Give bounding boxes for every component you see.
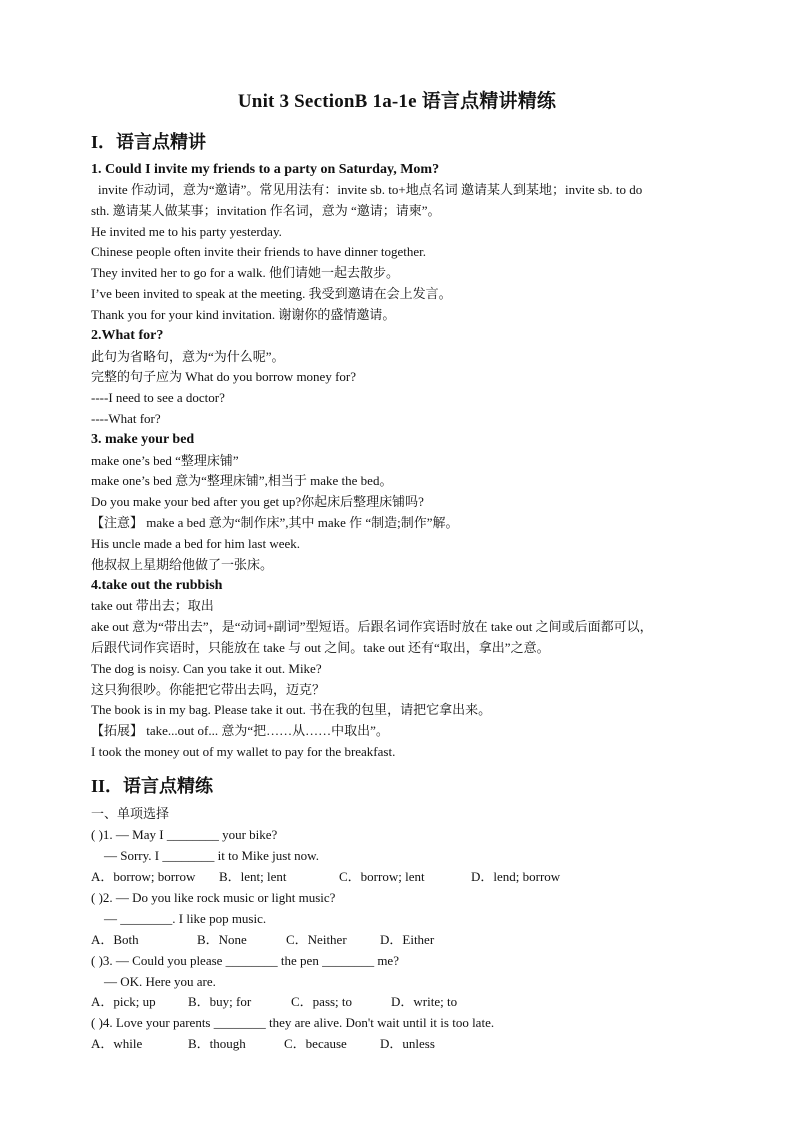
example-sentence: Thank you for your kind invitation. 谢谢你的盛情邀请。 [91,307,396,322]
example-sentence: He invited me to his party yesterday. [91,224,282,239]
option-c[interactable]: C．pass; to [291,994,353,1009]
question-reply: — ________. I like pop music. [104,911,267,926]
option-b[interactable]: B．None [197,932,247,947]
point-2-text: 完整的句子应为 What do you borrow money for? [91,369,357,384]
option-b[interactable]: B．buy; for [188,994,252,1009]
option-d[interactable]: D．write; to [391,994,458,1009]
example-sentence: 他叔叔上星期给他做了一张床。 [91,557,274,572]
question-stem: ( )2. — Do you like rock music or light music? [91,890,336,905]
option-c[interactable]: C．Neither [286,932,347,947]
point-2-heading: 2.What for? [91,328,164,343]
option-a[interactable]: A．Both [91,932,139,947]
exercise-subheading: 一、单项选择 [91,806,170,821]
point-2-text: 此句为省略句，意为“为什么呢”。 [91,349,285,364]
dialog-line: ----I need to see a doctor? [91,390,225,405]
question-stem: ( )3. — Could you please ________ the pen ________ me? [91,953,399,968]
option-d[interactable]: D．lend; borrow [471,869,561,884]
question-stem: ( )1. — May I ________ your bike? [91,827,278,842]
question-reply: — OK. Here you are. [104,974,216,989]
option-d[interactable]: D．Either [380,932,435,947]
dialog-line: ----What for? [91,411,161,426]
example-sentence: Do you make your bed after you get up?你起床后整理床铺吗? [91,494,424,509]
example-sentence: 这只狗很吵。你能把它带出去吗，迈克？ [91,682,326,697]
point-1-text: invite 作动词，意为“邀请”。常见用法有：invite sb. to+地点名词 邀请某人到某地；invite sb. to do [98,182,643,197]
section-heading-practice: II．语言点精练 [91,776,214,796]
question-stem: ( )4. Love your parents ________ they are alive. Don't wait until it is too late. [91,1015,495,1030]
point-1-heading: 1. Could I invite my friends to a party on Saturday, Mom? [91,162,440,177]
example-sentence: I took the money out of my wallet to pay for the breakfast. [91,744,396,759]
example-sentence: His uncle made a bed for him last week. [91,536,301,551]
point-4-text: ake out 意为“带出去”，是“动词+副词”型短语。后跟名词作宾语时放在 take out 之间或后面都可以， [91,619,653,634]
point-3-text: make one’s bed 意为“整理床铺”,相当于 make the bed。 [91,473,393,488]
option-c[interactable]: C．borrow; lent [339,869,425,884]
example-sentence: Chinese people often invite their friends to have dinner together. [91,244,427,259]
point-1-text: sth. 邀请某人做某事；invitation 作名词，意为 “邀请；请柬”。 [91,203,441,218]
option-a[interactable]: A．while [91,1036,143,1051]
question-reply: — Sorry. I ________ it to Mike just now. [104,848,319,863]
note-text: 【注意】 make a bed 意为“制作床”,其中 make 作 “制造;制作”解。 [91,515,459,530]
option-b[interactable]: B．though [188,1036,246,1051]
option-a[interactable]: A．pick; up [91,994,156,1009]
point-4-text: 后跟代词作宾语时，只能放在 take 与 out 之间。take out 还有“取出，拿出”之意。 [91,640,550,655]
point-4-text: take out 带出去；取出 [91,598,214,613]
option-d[interactable]: D．unless [380,1036,435,1051]
example-sentence: The book is in my bag. Please take it out. 书在我的包里，请把它拿出来。 [91,702,492,717]
extension-text: 【拓展】 take...out of... 意为“把……从……中取出”。 [91,723,389,738]
example-sentence: I’ve been invited to speak at the meeting. 我受到邀请在会上发言。 [91,286,452,301]
option-b[interactable]: B．lent; lent [219,869,287,884]
page-title: Unit 3 SectionB 1a-1e 语言点精讲精练 [237,91,557,112]
point-4-heading: 4.take out the rubbish [91,578,223,593]
section-heading-explanation: I．语言点精讲 [91,132,207,152]
option-c[interactable]: C．because [284,1036,347,1051]
example-sentence: They invited her to go for a walk. 他们请她一起去散步。 [91,265,399,280]
example-sentence: The dog is noisy. Can you take it out. Mike? [91,661,322,676]
point-3-text: make one’s bed “整理床铺” [91,453,239,468]
point-3-heading: 3. make your bed [91,432,195,447]
option-a[interactable]: A．borrow; borrow [91,869,196,884]
